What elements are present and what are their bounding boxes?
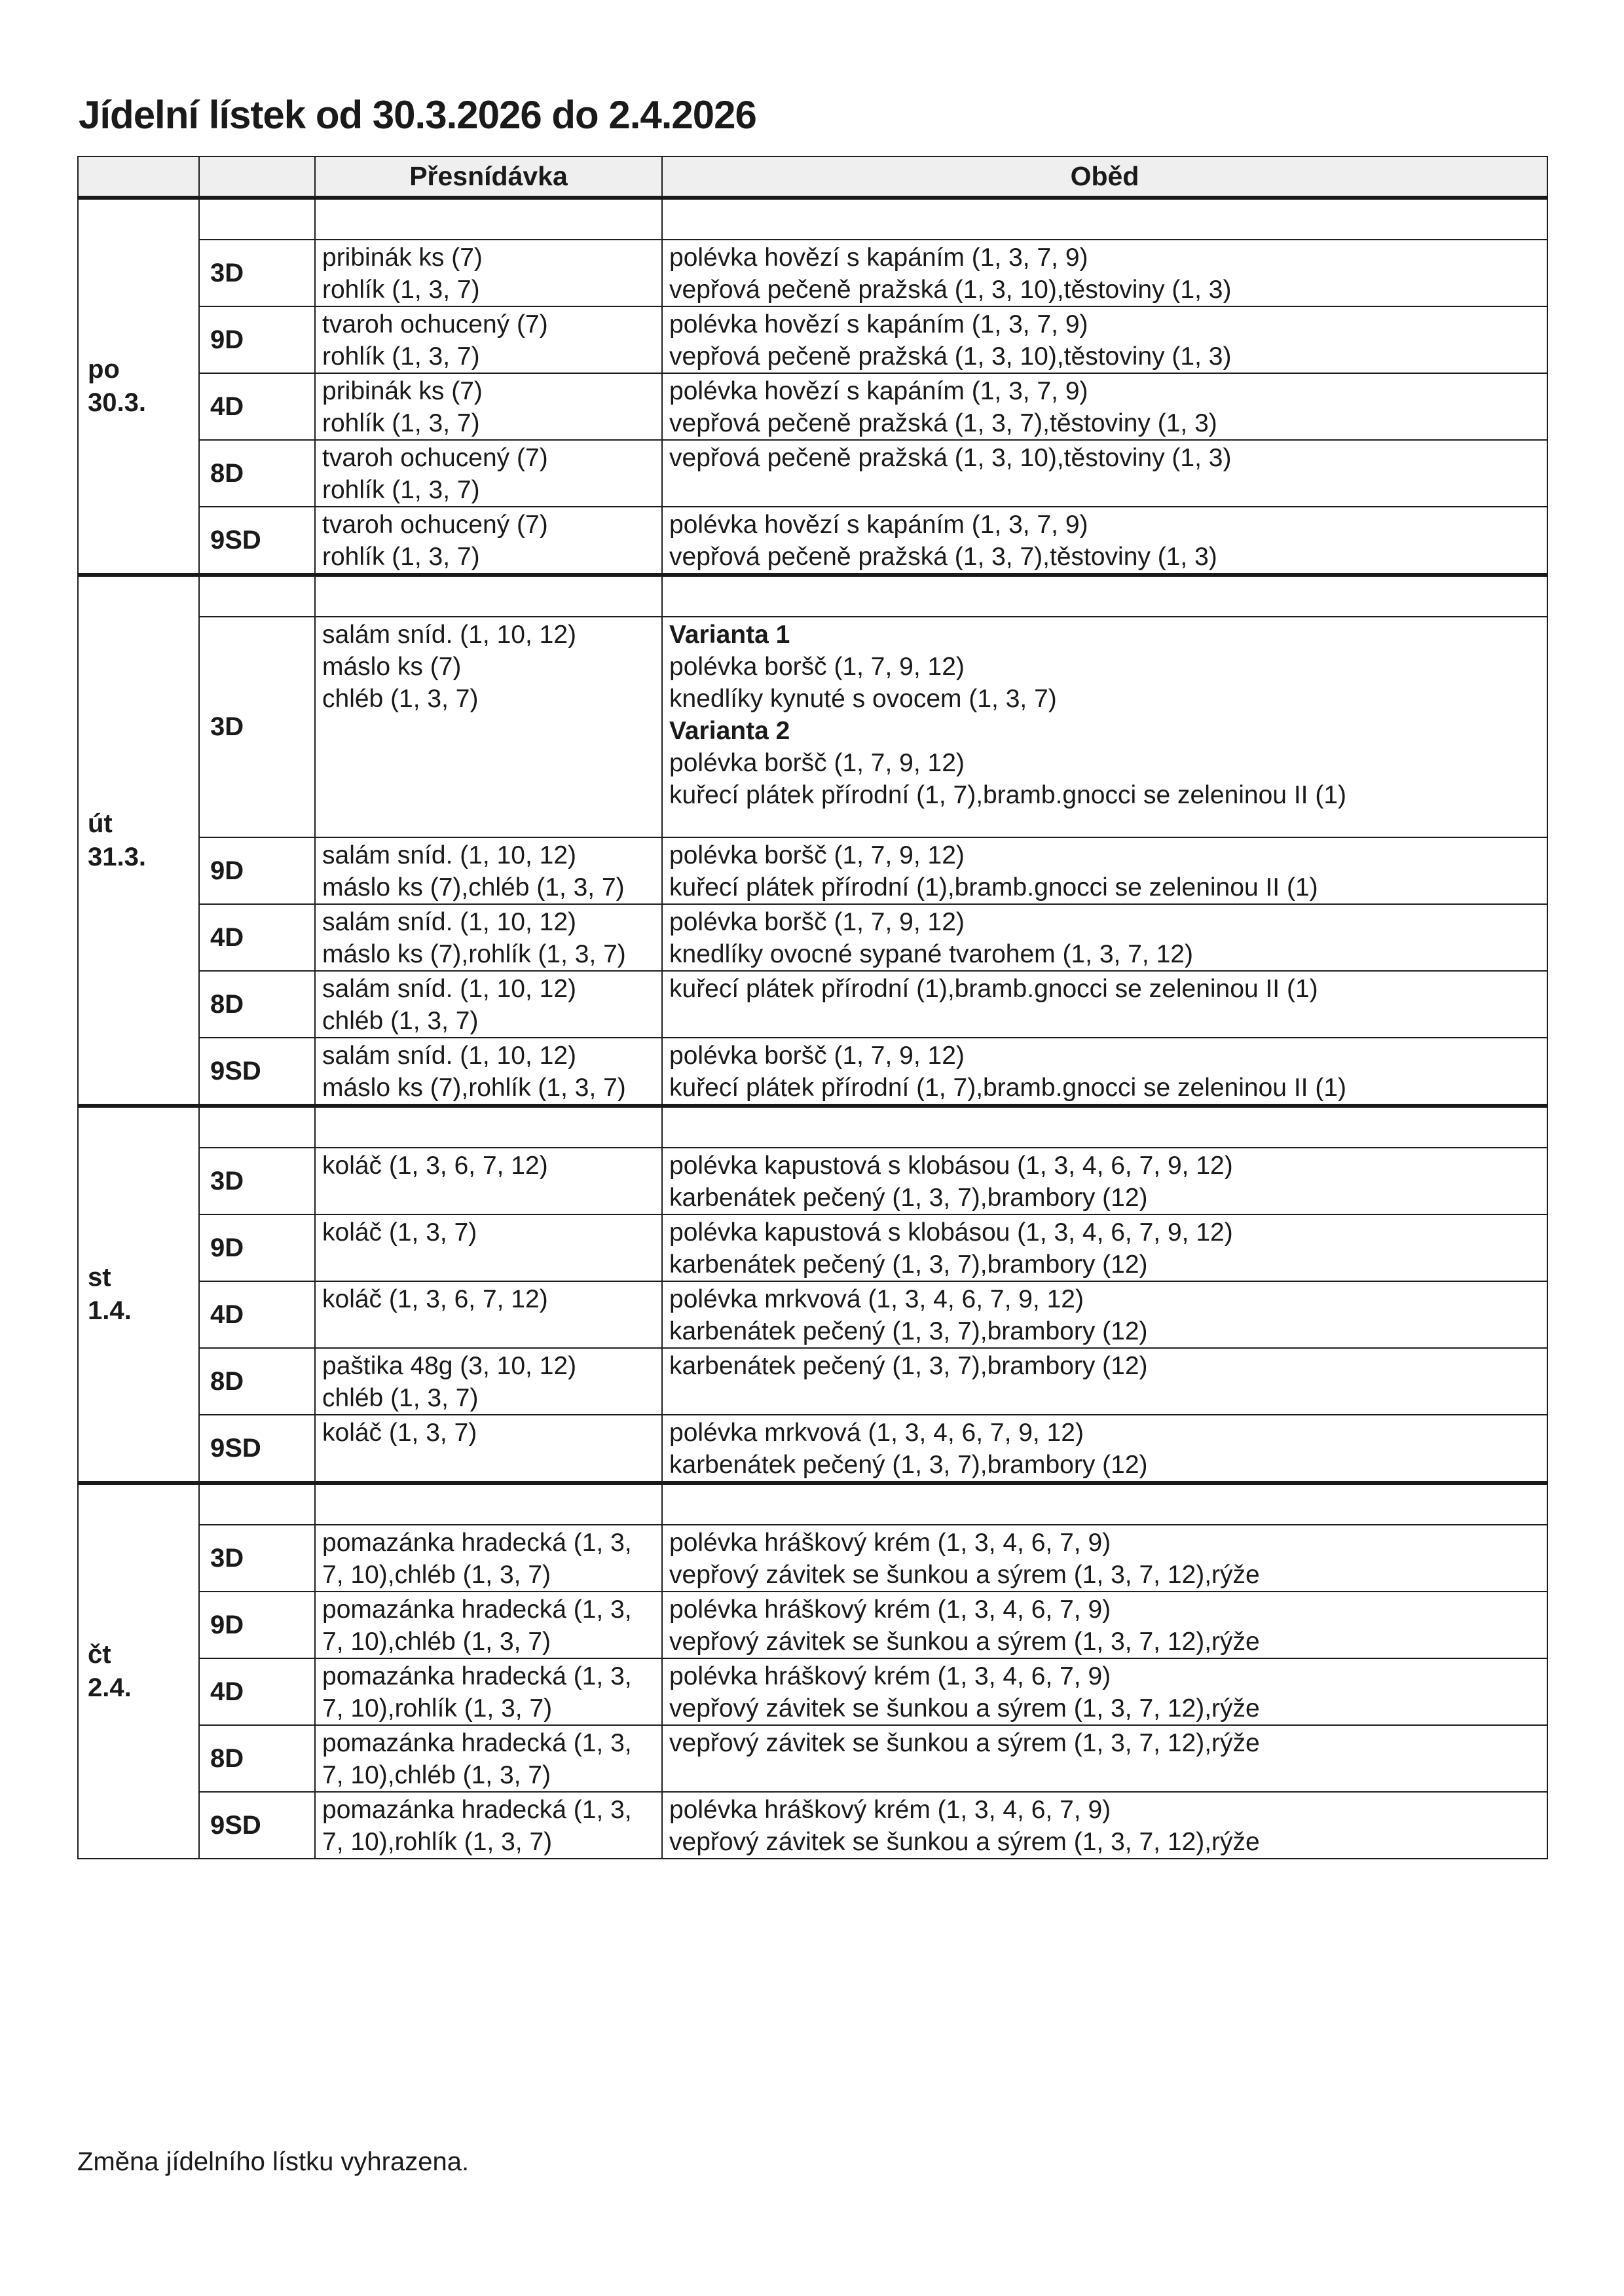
lunch-cell bbox=[662, 1525, 1547, 1592]
snack-item: salám sníd. (1, 10, 12) bbox=[322, 841, 577, 869]
group-label: 3D bbox=[199, 617, 315, 837]
header-snack: Přesnídávka bbox=[315, 156, 662, 198]
snack-cell bbox=[315, 1658, 662, 1725]
lunch-item: karbenátek pečený (1, 3, 7),brambory (12) bbox=[669, 1317, 1148, 1345]
lunch-item: polévka hovězí s kapáním (1, 3, 7, 9) bbox=[669, 377, 1088, 405]
group-label: 8D bbox=[199, 1725, 315, 1792]
empty-cell bbox=[662, 198, 1547, 240]
snack-item: pribinák ks (7) bbox=[322, 244, 483, 272]
group-label: 8D bbox=[199, 440, 315, 507]
snack-cell bbox=[315, 240, 662, 306]
snack-item: pomazánka hradecká (1, 3, bbox=[322, 1796, 632, 1824]
empty-cell bbox=[199, 575, 315, 617]
snack-cell bbox=[315, 1348, 662, 1415]
snack-item: máslo ks (7),rohlík (1, 3, 7) bbox=[322, 940, 626, 968]
snack-item: chléb (1, 3, 7) bbox=[322, 1384, 479, 1412]
menu-body bbox=[78, 198, 1547, 1859]
snack-item: tvaroh ochucený (7) bbox=[322, 444, 548, 472]
empty-cell bbox=[662, 575, 1547, 617]
meal-row bbox=[78, 240, 1547, 306]
lunch-item: knedlíky kynuté s ovocem (1, 3, 7) bbox=[669, 685, 1057, 713]
lunch-item: polévka boršč (1, 7, 9, 12) bbox=[669, 908, 965, 936]
day-date: 1.4. bbox=[88, 1296, 132, 1325]
lunch-item: vepřová pečeně pražská (1, 3, 7),těstoviny (1, 3) bbox=[669, 543, 1217, 571]
lunch-cell bbox=[662, 1214, 1547, 1281]
snack-cell bbox=[315, 306, 662, 373]
meal-row bbox=[78, 617, 1547, 837]
day-label bbox=[78, 1483, 199, 1859]
snack-item: rohlík (1, 3, 7) bbox=[322, 342, 480, 371]
meal-row bbox=[78, 1592, 1547, 1658]
lunch-item: vepřová pečeně pražská (1, 3, 10),těstoviny (1, 3) bbox=[669, 276, 1232, 304]
group-label: 4D bbox=[199, 1658, 315, 1725]
day-date: 31.3. bbox=[88, 842, 146, 871]
empty-cell bbox=[199, 1106, 315, 1148]
meal-row bbox=[78, 1725, 1547, 1792]
snack-item: salám sníd. (1, 10, 12) bbox=[322, 908, 577, 936]
snack-cell bbox=[315, 440, 662, 507]
snack-cell bbox=[315, 971, 662, 1038]
snack-item: salám sníd. (1, 10, 12) bbox=[322, 1042, 577, 1070]
lunch-cell bbox=[662, 617, 1547, 837]
empty-cell bbox=[315, 1483, 662, 1525]
group-label: 9SD bbox=[199, 507, 315, 575]
lunch-cell bbox=[662, 1348, 1547, 1415]
header-row bbox=[78, 156, 1547, 198]
snack-item: rohlík (1, 3, 7) bbox=[322, 543, 480, 571]
lunch-item: polévka boršč (1, 7, 9, 12) bbox=[669, 1042, 965, 1070]
snack-item: 7, 10),rohlík (1, 3, 7) bbox=[322, 1828, 553, 1856]
snack-item: rohlík (1, 3, 7) bbox=[322, 409, 480, 437]
snack-item: koláč (1, 3, 7) bbox=[322, 1218, 477, 1247]
lunch-cell bbox=[662, 306, 1547, 373]
lunch-item: polévka hovězí s kapáním (1, 3, 7, 9) bbox=[669, 511, 1088, 539]
lunch-cell bbox=[662, 1592, 1547, 1658]
meal-row bbox=[78, 1214, 1547, 1281]
lunch-item: polévka hovězí s kapáním (1, 3, 7, 9) bbox=[669, 244, 1088, 272]
lunch-item: polévka hráškový krém (1, 3, 4, 6, 7, 9) bbox=[669, 1529, 1111, 1557]
snack-item: koláč (1, 3, 6, 7, 12) bbox=[322, 1285, 548, 1313]
meal-row bbox=[78, 1658, 1547, 1725]
meal-row bbox=[78, 1415, 1547, 1483]
snack-item: koláč (1, 3, 7) bbox=[322, 1419, 477, 1447]
group-label: 8D bbox=[199, 1348, 315, 1415]
page-title: Jídelní lístek od 30.3.2026 do 2.4.2026 bbox=[79, 93, 756, 137]
lunch-cell bbox=[662, 1415, 1547, 1483]
lunch-item: vepřová pečeně pražská (1, 3, 10),těstoviny (1, 3) bbox=[669, 444, 1232, 472]
group-label: 3D bbox=[199, 1525, 315, 1592]
lunch-item: kuřecí plátek přírodní (1),bramb.gnocci se zeleninou II (1) bbox=[669, 873, 1318, 902]
empty-cell bbox=[199, 198, 315, 240]
snack-cell bbox=[315, 507, 662, 575]
lunch-item: karbenátek pečený (1, 3, 7),brambory (12) bbox=[669, 1250, 1148, 1279]
lunch-cell bbox=[662, 1725, 1547, 1792]
group-label: 9D bbox=[199, 1592, 315, 1658]
group-label: 9D bbox=[199, 306, 315, 373]
lunch-item: karbenátek pečený (1, 3, 7),brambory (12) bbox=[669, 1352, 1148, 1380]
meal-row bbox=[78, 1038, 1547, 1106]
lunch-item: kuřecí plátek přírodní (1, 7),bramb.gnocci se zeleninou II (1) bbox=[669, 1074, 1346, 1102]
meal-row bbox=[78, 1525, 1547, 1592]
meal-row bbox=[78, 440, 1547, 507]
header-day bbox=[78, 156, 199, 198]
snack-cell bbox=[315, 1148, 662, 1214]
lunch-item: polévka boršč (1, 7, 9, 12) bbox=[669, 749, 965, 777]
lunch-cell bbox=[662, 440, 1547, 507]
day-name: st bbox=[88, 1263, 111, 1292]
lunch-item: vepřový závitek se šunkou a sýrem (1, 3, 7, 12),rýže bbox=[669, 1561, 1260, 1589]
lunch-item: polévka hovězí s kapáním (1, 3, 7, 9) bbox=[669, 310, 1088, 338]
snack-item: 7, 10),chléb (1, 3, 7) bbox=[322, 1628, 551, 1656]
lunch-cell bbox=[662, 373, 1547, 440]
lunch-cell bbox=[662, 971, 1547, 1038]
lunch-item: kuřecí plátek přírodní (1),bramb.gnocci se zeleninou II (1) bbox=[669, 975, 1318, 1003]
group-label: 9SD bbox=[199, 1038, 315, 1106]
snack-item: pomazánka hradecká (1, 3, bbox=[322, 1529, 632, 1557]
snack-item: máslo ks (7) bbox=[322, 653, 462, 681]
meal-row bbox=[78, 1348, 1547, 1415]
group-label: 3D bbox=[199, 1148, 315, 1214]
lunch-cell bbox=[662, 507, 1547, 575]
day-spacer-row bbox=[78, 198, 1547, 240]
lunch-item: polévka mrkvová (1, 3, 4, 6, 7, 9, 12) bbox=[669, 1285, 1084, 1313]
meal-row bbox=[78, 837, 1547, 904]
meal-row bbox=[78, 904, 1547, 971]
variant-heading: Varianta 1 bbox=[669, 621, 790, 649]
snack-item: 7, 10),rohlík (1, 3, 7) bbox=[322, 1694, 553, 1722]
snack-cell bbox=[315, 617, 662, 837]
lunch-item: kuřecí plátek přírodní (1, 7),bramb.gnocci se zeleninou II (1) bbox=[669, 781, 1346, 809]
lunch-item: vepřová pečeně pražská (1, 3, 10),těstoviny (1, 3) bbox=[669, 342, 1232, 371]
meal-row bbox=[78, 1792, 1547, 1859]
snack-item: rohlík (1, 3, 7) bbox=[322, 476, 480, 504]
group-label: 9SD bbox=[199, 1792, 315, 1859]
lunch-cell bbox=[662, 1038, 1547, 1106]
empty-cell bbox=[315, 1106, 662, 1148]
day-spacer-row bbox=[78, 575, 1547, 617]
snack-item: pribinák ks (7) bbox=[322, 377, 483, 405]
group-label: 8D bbox=[199, 971, 315, 1038]
lunch-cell bbox=[662, 904, 1547, 971]
lunch-item: polévka hráškový krém (1, 3, 4, 6, 7, 9) bbox=[669, 1796, 1111, 1824]
lunch-item: polévka kapustová s klobásou (1, 3, 4, 6, 7, 9, 12) bbox=[669, 1152, 1233, 1180]
lunch-item: vepřový závitek se šunkou a sýrem (1, 3, 7, 12),rýže bbox=[669, 1628, 1260, 1656]
menu-table bbox=[77, 156, 1548, 1859]
lunch-cell bbox=[662, 1658, 1547, 1725]
day-label bbox=[78, 198, 199, 575]
group-label: 4D bbox=[199, 1281, 315, 1348]
day-label bbox=[78, 1106, 199, 1483]
snack-item: chléb (1, 3, 7) bbox=[322, 1007, 479, 1035]
lunch-item: vepřový závitek se šunkou a sýrem (1, 3, 7, 12),rýže bbox=[669, 1828, 1260, 1856]
empty-cell bbox=[662, 1483, 1547, 1525]
lunch-cell bbox=[662, 240, 1547, 306]
snack-cell bbox=[315, 1592, 662, 1658]
lunch-item: knedlíky ovocné sypané tvarohem (1, 3, 7, 12) bbox=[669, 940, 1193, 968]
snack-item: pomazánka hradecká (1, 3, bbox=[322, 1662, 632, 1690]
day-name: po bbox=[88, 355, 120, 384]
snack-item: salám sníd. (1, 10, 12) bbox=[322, 621, 577, 649]
group-label: 9SD bbox=[199, 1415, 315, 1483]
snack-item: máslo ks (7),chléb (1, 3, 7) bbox=[322, 873, 625, 902]
snack-cell bbox=[315, 1725, 662, 1792]
lunch-item: karbenátek pečený (1, 3, 7),brambory (12) bbox=[669, 1184, 1148, 1212]
day-label bbox=[78, 575, 199, 1106]
lunch-item: polévka kapustová s klobásou (1, 3, 4, 6, 7, 9, 12) bbox=[669, 1218, 1233, 1247]
meal-row bbox=[78, 1148, 1547, 1214]
snack-item: koláč (1, 3, 6, 7, 12) bbox=[322, 1152, 548, 1180]
snack-cell bbox=[315, 1038, 662, 1106]
lunch-cell bbox=[662, 1792, 1547, 1859]
footer-note: Změna jídelního lístku vyhrazena. bbox=[77, 2147, 470, 2176]
group-label: 9D bbox=[199, 837, 315, 904]
snack-item: chléb (1, 3, 7) bbox=[322, 685, 479, 713]
day-date: 30.3. bbox=[88, 388, 146, 417]
day-spacer-row bbox=[78, 1483, 1547, 1525]
snack-cell bbox=[315, 1214, 662, 1281]
snack-cell bbox=[315, 904, 662, 971]
snack-cell bbox=[315, 1281, 662, 1348]
snack-item: 7, 10),chléb (1, 3, 7) bbox=[322, 1761, 551, 1789]
snack-cell bbox=[315, 1792, 662, 1859]
empty-cell bbox=[315, 198, 662, 240]
empty-cell bbox=[199, 1483, 315, 1525]
snack-cell bbox=[315, 373, 662, 440]
meal-row bbox=[78, 306, 1547, 373]
snack-cell bbox=[315, 1415, 662, 1483]
empty-cell bbox=[662, 1106, 1547, 1148]
header-group bbox=[199, 156, 315, 198]
variant-heading: Varianta 2 bbox=[669, 717, 790, 745]
lunch-item: vepřová pečeně pražská (1, 3, 7),těstoviny (1, 3) bbox=[669, 409, 1217, 437]
lunch-item: polévka boršč (1, 7, 9, 12) bbox=[669, 653, 965, 681]
lunch-item: polévka boršč (1, 7, 9, 12) bbox=[669, 841, 965, 869]
snack-item: tvaroh ochucený (7) bbox=[322, 511, 548, 539]
meal-row bbox=[78, 507, 1547, 575]
snack-item: pomazánka hradecká (1, 3, bbox=[322, 1729, 632, 1757]
snack-item: paštika 48g (3, 10, 12) bbox=[322, 1352, 577, 1380]
lunch-item: karbenátek pečený (1, 3, 7),brambory (12) bbox=[669, 1451, 1148, 1479]
day-name: čt bbox=[88, 1640, 111, 1669]
empty-cell bbox=[315, 575, 662, 617]
header-lunch: Oběd bbox=[662, 156, 1547, 198]
lunch-item: vepřový závitek se šunkou a sýrem (1, 3, 7, 12),rýže bbox=[669, 1694, 1260, 1722]
meal-row bbox=[78, 1281, 1547, 1348]
snack-cell bbox=[315, 1525, 662, 1592]
snack-item: pomazánka hradecká (1, 3, bbox=[322, 1595, 632, 1624]
group-label: 3D bbox=[199, 240, 315, 306]
snack-item: tvaroh ochucený (7) bbox=[322, 310, 548, 338]
lunch-item: vepřový závitek se šunkou a sýrem (1, 3, 7, 12),rýže bbox=[669, 1729, 1260, 1757]
day-date: 2.4. bbox=[88, 1673, 132, 1702]
lunch-item: polévka hráškový krém (1, 3, 4, 6, 7, 9) bbox=[669, 1595, 1111, 1624]
lunch-item: polévka hráškový krém (1, 3, 4, 6, 7, 9) bbox=[669, 1662, 1111, 1690]
lunch-cell bbox=[662, 1281, 1547, 1348]
day-name: út bbox=[88, 809, 113, 838]
snack-item: salám sníd. (1, 10, 12) bbox=[322, 975, 577, 1003]
snack-item: rohlík (1, 3, 7) bbox=[322, 276, 480, 304]
lunch-cell bbox=[662, 837, 1547, 904]
lunch-item: polévka mrkvová (1, 3, 4, 6, 7, 9, 12) bbox=[669, 1419, 1084, 1447]
snack-cell bbox=[315, 837, 662, 904]
snack-item: máslo ks (7),rohlík (1, 3, 7) bbox=[322, 1074, 626, 1102]
meal-row bbox=[78, 971, 1547, 1038]
lunch-cell bbox=[662, 1148, 1547, 1214]
group-label: 4D bbox=[199, 373, 315, 440]
snack-item: 7, 10),chléb (1, 3, 7) bbox=[322, 1561, 551, 1589]
meal-row bbox=[78, 373, 1547, 440]
day-spacer-row bbox=[78, 1106, 1547, 1148]
group-label: 4D bbox=[199, 904, 315, 971]
group-label: 9D bbox=[199, 1214, 315, 1281]
